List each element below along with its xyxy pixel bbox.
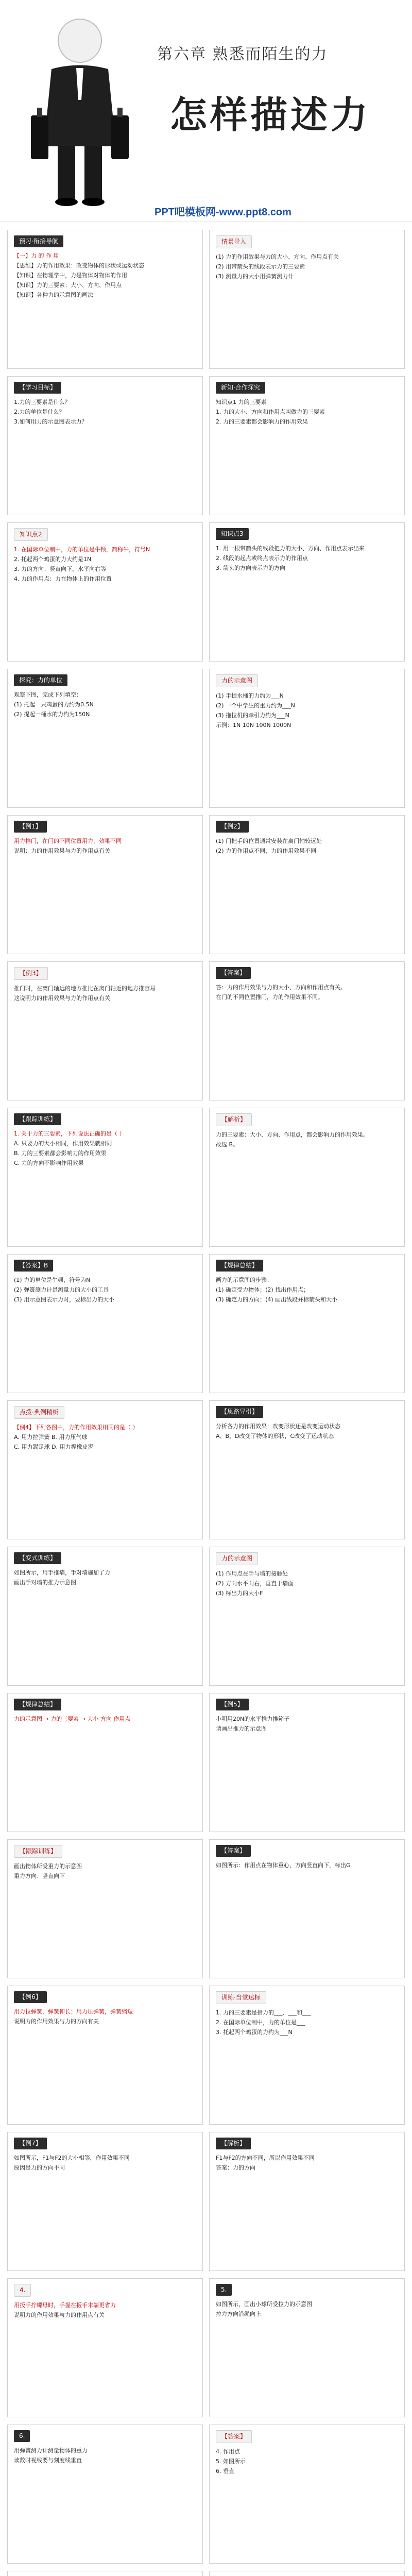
slide-card [209, 815, 405, 954]
slide-header: 训练·当堂达标 [216, 1991, 266, 2004]
slide-text: 1. 用一根带箭头的线段把力的大小、方向、作用点表示出来 [216, 545, 365, 552]
slide-header: 【变式训练】 [14, 1552, 61, 1564]
slide-text: (3) 标出力的大小F [216, 1589, 263, 1597]
slide-card [209, 376, 405, 515]
slide-text: (1) 作用点在手与墙的接触处 [216, 1570, 288, 1577]
slide-text: 重力方向：竖直向下 [14, 1872, 65, 1879]
slide-text: 【例4】下列各图中，力的作用效果相同的是（ ） [14, 1423, 139, 1431]
slide-text: C. 力的方向不影响作用效果 [14, 1159, 84, 1166]
businessman-figure [21, 12, 139, 208]
slide-text: (3) 确定力的方向；(4) 画出线段并标箭头和大小 [216, 1296, 338, 1303]
slide-text: 3.如何用力的示意图表示力？ [14, 418, 88, 425]
slide-text: 2. 在国际单位制中，力的单位是___ [216, 2019, 305, 2026]
slide-header: 【答案】 [216, 1845, 251, 1857]
slide-text: 画力的示意图的步骤： [216, 1276, 272, 1283]
slide-text: 1. 力的大小、方向和作用点叫做力的三要素 [216, 408, 325, 415]
slide-card [209, 2132, 405, 2271]
slide-text: (2) 力的作用点不同，力的作用效果不同 [216, 847, 317, 854]
slide-text: (1) 门把手的位置通常安装在离门轴较远处 [216, 837, 322, 844]
slide-text: 3. 力的方向：竖直向下、水平向右等 [14, 565, 106, 572]
slide-text: 4. 力的作用点：力在物体上的作用位置 [14, 575, 112, 582]
slide-text: 【知识】在物理学中，力是物体对物体的作用 [14, 272, 127, 279]
slide-header: 知识点2 [14, 528, 48, 541]
slide-header: 【例6】 [14, 1991, 47, 2003]
slide-text: 在门的不同位置推门，力的作用效果不同。 [216, 993, 323, 1001]
slide-card [7, 1986, 203, 2125]
slide-text: 拉力方向沿绳向上 [216, 2310, 261, 2317]
slide-header: 【规律总结】 [14, 1699, 61, 1710]
slide-card [7, 2132, 203, 2271]
slide-text: 1. 关于力的三要素，下列说法正确的是（ ） [14, 1130, 125, 1137]
slide-card [7, 2571, 203, 2576]
slide-card [209, 1254, 405, 1393]
slide-header: 【解析】 [216, 1113, 252, 1126]
slide-text: 6. 垂直 [216, 2467, 234, 2475]
slide-text: 读数时视线要与刻度线垂直 [14, 2456, 82, 2464]
slide-text: 用力拉弹簧，弹簧伸长；用力压弹簧，弹簧缩短 [14, 2008, 133, 2015]
slide-text: A. 只要力的大小相同，作用效果就相同 [14, 1140, 112, 1147]
slide-card [7, 1839, 203, 1978]
slide-text: (2) 方向水平向右，垂直于墙面 [216, 1580, 294, 1587]
slide-text: 4. 作用点 [216, 2448, 240, 2455]
slide-text: B. 力的三要素都会影响力的作用效果 [14, 1149, 107, 1157]
slide-text: (3) 拖拉机的牵引力约为___N [216, 711, 289, 719]
slide-header: 【例7】 [14, 2138, 47, 2149]
slide-header: 【思路导引】 [216, 1406, 263, 1418]
slide-header: 情景导入 [216, 235, 252, 248]
slide-header: 【跟踪训练】 [14, 1845, 62, 1858]
slide-header: 【跟踪训练】 [14, 1113, 61, 1125]
slide-text: (1) 力的作用效果与力的大小、方向、作用点有关 [216, 253, 339, 260]
slide-card [209, 522, 405, 662]
slide-text: (1) 确定受力物体；(2) 找出作用点； [216, 1286, 310, 1293]
slide-text: 力的三要素：大小、方向、作用点，都会影响力的作用效果。 [216, 1131, 369, 1138]
slide-header: 力的示意图 [216, 674, 258, 687]
slide-text: 原因是力的方向不同 [14, 2164, 65, 2171]
slide-text: 1. 力的三要素是指力的___、___和___ [216, 2009, 311, 2016]
slide-text: (2) 用带箭头的线段表示力的三要素 [216, 263, 305, 270]
slide-text: (3) 用示意图表示力时，要标出力的大小 [14, 1296, 115, 1303]
slide-text: 力的示意图 → 力的三要素 → 大小 方向 作用点 [14, 1715, 131, 1722]
slide-text: 2. 线段的起点或终点表示力的作用点 [216, 554, 308, 562]
slide-text: 请画出推力的示意图 [216, 1725, 267, 1732]
slide-text: 示例：1N 10N 100N 1000N [216, 721, 291, 728]
slide-grid [0, 222, 412, 2576]
slide-header: 新知·合作探究 [216, 382, 265, 394]
slide-card [7, 1693, 203, 1832]
slide-text: 3. 箭头的方向表示力的方向 [216, 564, 285, 571]
slide-card [7, 815, 203, 954]
slide-text: 说明：力的作用效果与力的作用点有关 [14, 847, 110, 854]
slide-text: 1.力的三要素是什么？ [14, 398, 71, 405]
slide-text: (3) 测量力的大小用弹簧测力计 [216, 273, 294, 280]
slide-text: 推门时，在离门轴远的地方推比在离门轴近的地方推容易 [14, 985, 156, 992]
slide-header: 4. [14, 2284, 31, 2297]
slide-header: 探究：力的单位 [14, 674, 67, 686]
slide-text: 答：力的作用效果与力的大小、方向和作用点有关。 [216, 984, 346, 991]
slide-text: A、B、D改变了物体的形状，C改变了运动状态 [216, 1432, 334, 1439]
slide-card [7, 669, 203, 808]
slide-header: 【学习目标】 [14, 382, 61, 394]
slide-header: 知识点3 [216, 528, 249, 540]
slide-header: 力的示意图 [216, 1552, 258, 1565]
slide-card [209, 1108, 405, 1247]
slide-card [7, 2278, 203, 2417]
slide-text: 画出物体所受重力的示意图 [14, 1862, 82, 1870]
slide-header: 【例5】 [216, 1699, 249, 1710]
slide-card [7, 1108, 203, 1247]
slide-text: 用力推门，在门的不同位置用力，效果不同 [14, 837, 122, 844]
slide-card [209, 1547, 405, 1686]
slide-text: 用扳手拧螺母时，手握在扳手末端更省力 [14, 2301, 116, 2309]
slide-text: 分析各力的作用效果：改变形状还是改变运动状态 [216, 1422, 340, 1430]
slide-text: 观察下图，完成下列填空： [14, 691, 82, 698]
slide-text: 【思维】力的作用效果：改变物体的形状或运动状态 [14, 262, 144, 269]
slide-card [209, 230, 405, 369]
slide-text: 知识点1 力的三要素 [216, 398, 267, 405]
slide-card [7, 961, 203, 1100]
cover-slide [0, 0, 412, 222]
slide-text: 【一】力 的 作 用 [14, 252, 59, 259]
slide-card [7, 522, 203, 662]
slide-text: 用弹簧测力计测量物体的重力 [14, 2447, 88, 2454]
slide-text: 说明力的作用效果与力的作用点有关 [14, 2311, 105, 2318]
slide-header: 点拨·典例精析 [14, 1406, 64, 1419]
site-link[interactable]: PPT吧模板网-www.ppt8.com [154, 207, 291, 218]
slide-header: 【答案】B [14, 1260, 53, 1272]
slide-header: 【答案】 [216, 967, 251, 979]
slide-header: 5. [216, 2284, 232, 2296]
slide-text: (2) 弹簧测力计是测量力的大小的工具 [14, 1286, 109, 1293]
slide-text: 2.力的单位是什么？ [14, 408, 65, 415]
slide-text: (2) 一个中学生的重力约为___N [216, 702, 295, 709]
slide-text: F1与F2的方向不同，所以作用效果不同 [216, 2154, 315, 2161]
slide-text: 【知识】力的三要素：大小、方向、作用点 [14, 281, 122, 289]
slide-card [7, 2425, 203, 2564]
slide-text: 如图所示，画出小球所受拉力的示意图 [216, 2300, 312, 2308]
slide-card [7, 376, 203, 515]
slide-header: 【例1】 [14, 821, 47, 833]
slide-card [209, 2571, 405, 2576]
slide-text: 小明用20N的水平推力推箱子 [216, 1715, 290, 1722]
slide-card [209, 2278, 405, 2417]
slide-text: (1) 托起一只鸡蛋的力约为0.5N [14, 701, 94, 708]
slide-header: 【例3】 [14, 967, 48, 980]
slide-text: 故选 B。 [216, 1141, 239, 1148]
slide-text: 这说明力的作用效果与力的作用点有关 [14, 994, 110, 1002]
slide-text: (1) 手提水桶的力约为___N [216, 692, 284, 699]
slide-text: 画出手对墙的推力示意图 [14, 1579, 76, 1586]
chapter-title: 第六章 熟悉而陌生的力 [157, 45, 328, 63]
slide-card [209, 961, 405, 1100]
slide-text: 3. 托起两个鸡蛋的力约为___N [216, 2028, 293, 2036]
slide-header: 【规律总结】 [216, 1260, 263, 1272]
slide-card [209, 1839, 405, 1978]
slide-text: 如图所示，用手推墙，手对墙施加了力 [14, 1569, 110, 1576]
slide-text: 1. 在国际单位制中，力的单位是牛顿，简称牛，符号N [14, 546, 150, 553]
slide-card [7, 1254, 203, 1393]
page-title: 怎样描述力 [170, 93, 371, 137]
slide-card [209, 2425, 405, 2564]
slide-text: A. 用力拉弹簧 B. 用力压气球 [14, 1433, 88, 1440]
slide-text: 【知识】各种力的示意图的画法 [14, 291, 93, 298]
slide-header: 预习·衔接导航 [14, 235, 63, 247]
slide-text: 答案：力的方向 [216, 2164, 255, 2171]
slide-card [209, 1986, 405, 2125]
slide-header: 【答案】 [216, 2430, 252, 2443]
slide-card [7, 1400, 203, 1539]
slide-text: (1) 力的单位是牛顿，符号为N [14, 1276, 91, 1283]
slide-text: 2. 托起两个鸡蛋的力大约是1N [14, 555, 92, 563]
slide-header: 【解析】 [216, 2138, 251, 2149]
slide-header: 【例2】 [216, 821, 249, 833]
slide-text: 如图所示：作用点在物体重心，方向竖直向下，标出G [216, 1861, 351, 1869]
slide-card [209, 1693, 405, 1832]
slide-header: 6. [14, 2430, 30, 2442]
slide-text: 如图所示，F1与F2的大小相等，作用效果不同 [14, 2154, 130, 2161]
slide-text: 5. 如图所示 [216, 2458, 246, 2465]
slide-text: (2) 提起一桶水的力约为150N [14, 710, 90, 718]
slide-text: C. 用力踢足球 D. 用力捏橡皮泥 [14, 1443, 94, 1450]
slide-text: 2. 力的三要素都会影响力的作用效果 [216, 418, 308, 425]
slide-card [209, 669, 405, 808]
slide-card [209, 1400, 405, 1539]
slide-card [7, 1547, 203, 1686]
slide-text: 说明力的作用效果与力的方向有关 [14, 2018, 99, 2025]
slide-card [7, 230, 203, 369]
